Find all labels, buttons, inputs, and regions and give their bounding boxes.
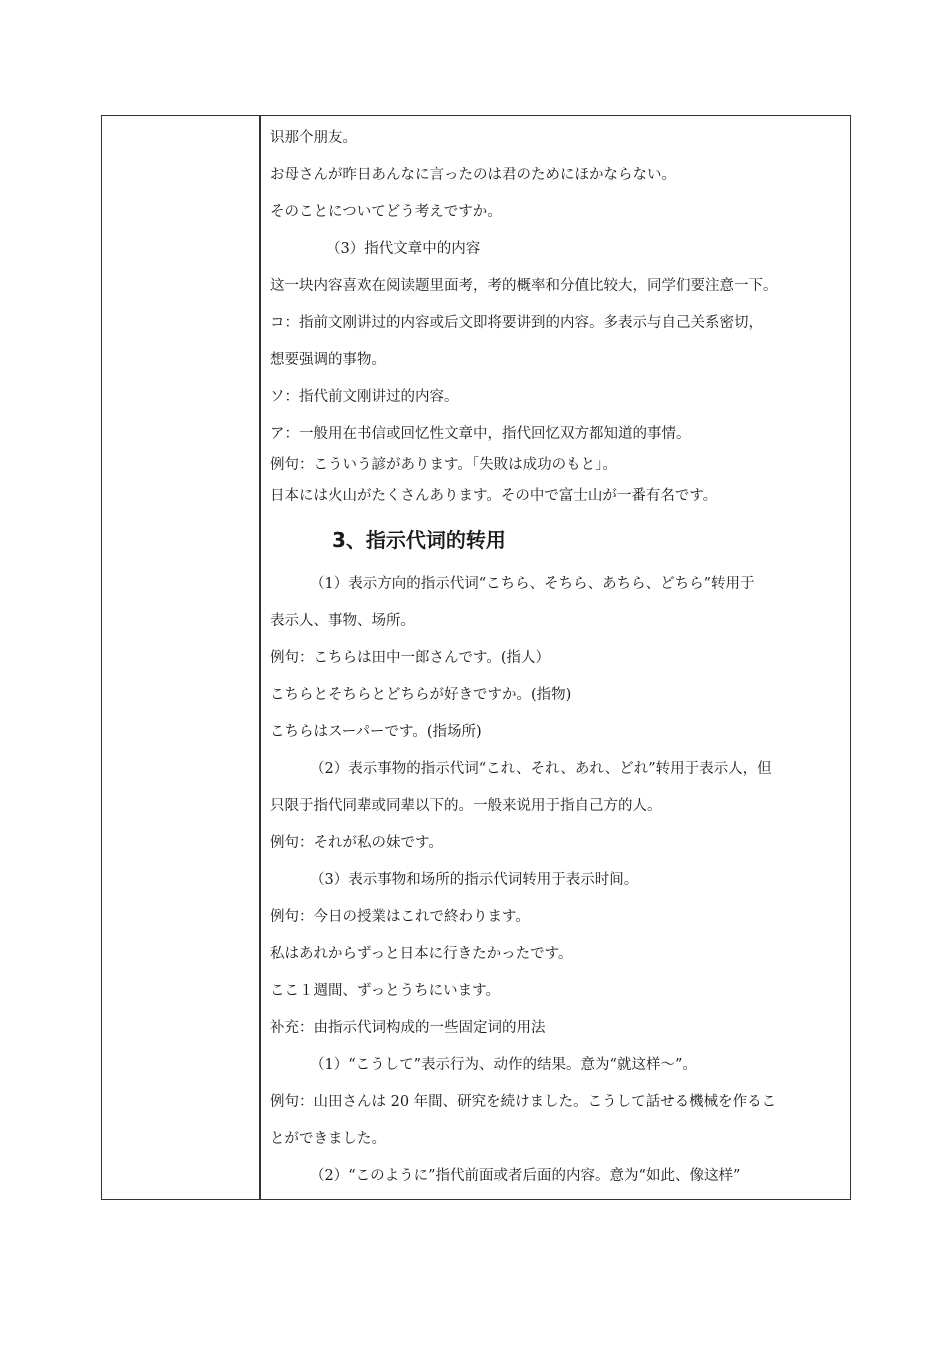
text-line: 这一块内容喜欢在阅读题里面考，考的概率和分值比较大，同学们要注意一下。	[270, 278, 778, 294]
text-line: 只限于指代同辈或同辈以下的。一般来说用于指自己方的人。	[270, 798, 662, 814]
subsection-title: （3）指代文章中的内容	[326, 241, 481, 257]
text-line: コ：指前文刚讲过的内容或后文即将要讲到的内容。多表示与自己关系密切，	[270, 315, 763, 331]
text-line: 想要强调的事物。	[270, 352, 386, 368]
text-line: ア：一般用在书信或回忆性文章中，指代回忆双方都知道的事情。	[270, 426, 691, 442]
text-line: 例句：今日の授業はこれで終わります。	[270, 909, 530, 925]
text-line: ソ：指代前文刚讲过的内容。	[270, 389, 459, 405]
text-line: 表示人、事物、场所。	[270, 613, 415, 629]
table-column-divider	[259, 115, 261, 1200]
section-heading: 3、指示代词的转用	[332, 528, 506, 552]
text-line: こちらとそちらとどちらが好きですか。(指物)	[270, 687, 572, 703]
text-line: 识那个朋友。	[270, 130, 357, 146]
text-line: そのことについてどう考えですか。	[270, 204, 502, 220]
text-line: 例句：それが私の妹です。	[270, 835, 443, 851]
text-line: （1）“こうして”表示行为、动作的结果。意为“就这样～”。	[310, 1057, 697, 1073]
text-line: こちらはスーパーです。(指场所)	[270, 724, 482, 740]
text-line: 日本には火山がたくさんあります。その中で富士山が一番有名です。	[270, 488, 718, 504]
text-line: ここ１週間、ずっとうちにいます。	[270, 983, 500, 999]
text-line: 补充：由指示代词构成的一些固定词的用法	[270, 1020, 546, 1036]
text-line: 例句：山田さんは 20 年間、研究を続けました。こうして話せる機械を作るこ	[270, 1094, 777, 1110]
text-line: （1）表示方向的指示代词“こちら、そちら、あちら、どちら”转用于	[310, 576, 755, 592]
text-line: 例句：こちらは田中一郎さんです。(指人）	[270, 650, 550, 666]
text-line: とができました。	[270, 1131, 386, 1147]
text-line: お母さんが昨日あんなに言ったのは君のためにほかならない。	[270, 167, 676, 183]
text-line: 私はあれからずっと日本に行きたかったです。	[270, 946, 573, 962]
text-line: （2）“このように”指代前面或者后面的内容。意为“如此、像这样”	[310, 1168, 741, 1184]
text-line: （2）表示事物的指示代词“これ、それ、あれ、どれ”转用于表示人，但	[310, 761, 772, 777]
text-line: （3）表示事物和场所的指示代词转用于表示时间。	[310, 872, 639, 888]
text-line: 例句：こういう諺があります。「失敗は成功のもと」。	[270, 457, 617, 473]
